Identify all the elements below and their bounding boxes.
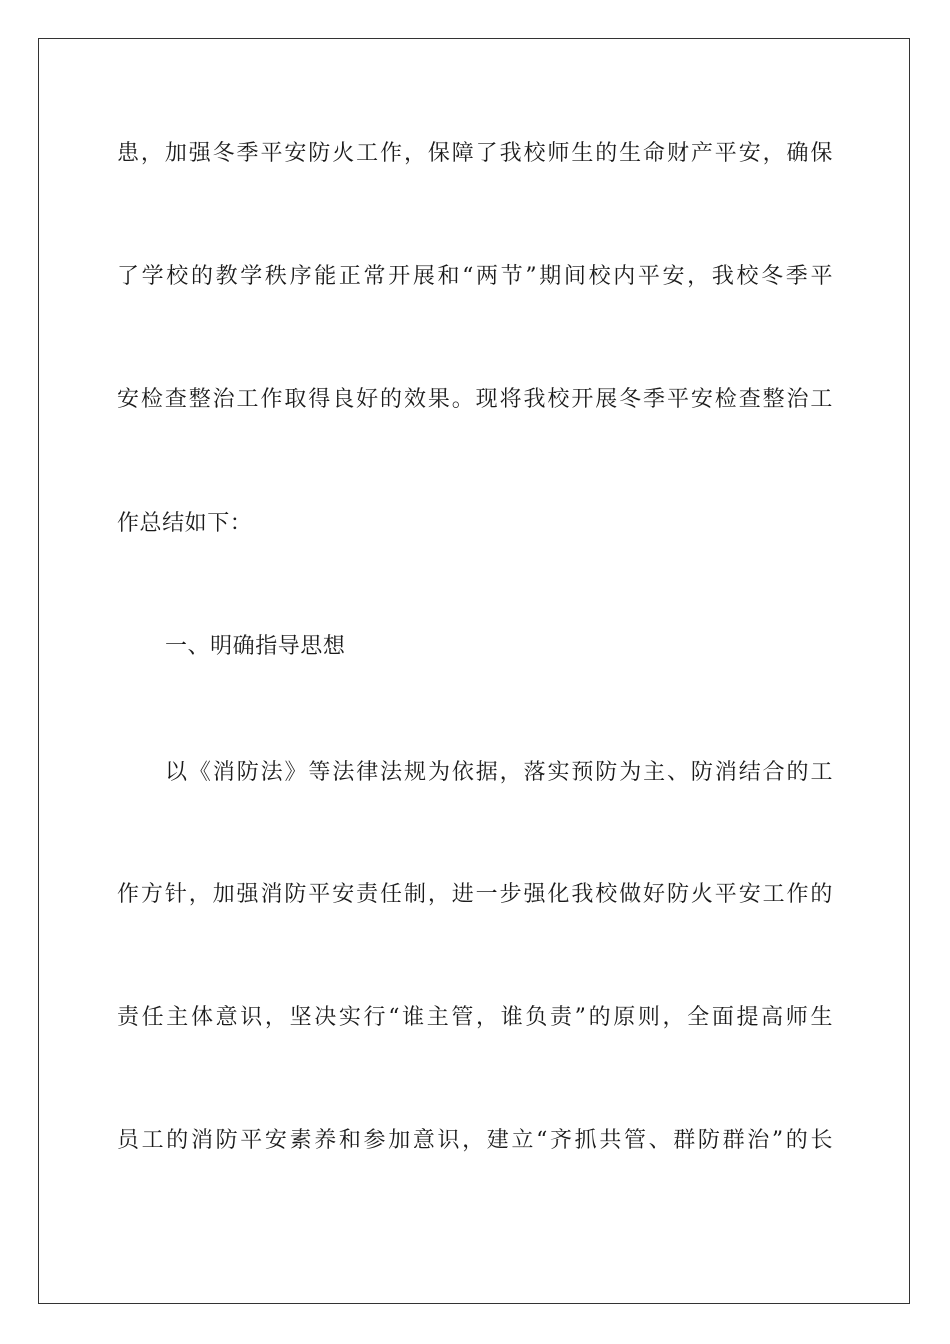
section-heading: 一、明确指导思想 <box>165 634 346 659</box>
body-text-line-3: 安检查整治工作取得良好的效果。现将我校开展冬季平安检查整治工 <box>117 387 833 412</box>
body-text-line-2: 了学校的教学秩序能正常开展和“两节”期间校内平安，我校冬季平 <box>117 264 833 289</box>
body-text-line-8: 责任主体意识，坚决实行“谁主管，谁负责”的原则，全面提高师生 <box>117 1005 833 1030</box>
page-border <box>38 38 910 1304</box>
body-text-line-7: 作方针，加强消防平安责任制，进一步强化我校做好防火平安工作的 <box>117 882 833 907</box>
body-text-line-4: 作总结如下： <box>117 511 253 536</box>
body-text-line-1: 患，加强冬季平安防火工作，保障了我校师生的生命财产平安，确保 <box>117 141 833 166</box>
body-text-line-6: 以《消防法》等法律法规为依据，落实预防为主、防消结合的工 <box>165 760 833 785</box>
body-text-line-9: 员工的消防平安素养和参加意识，建立“齐抓共管、群防群治”的长 <box>117 1128 833 1153</box>
